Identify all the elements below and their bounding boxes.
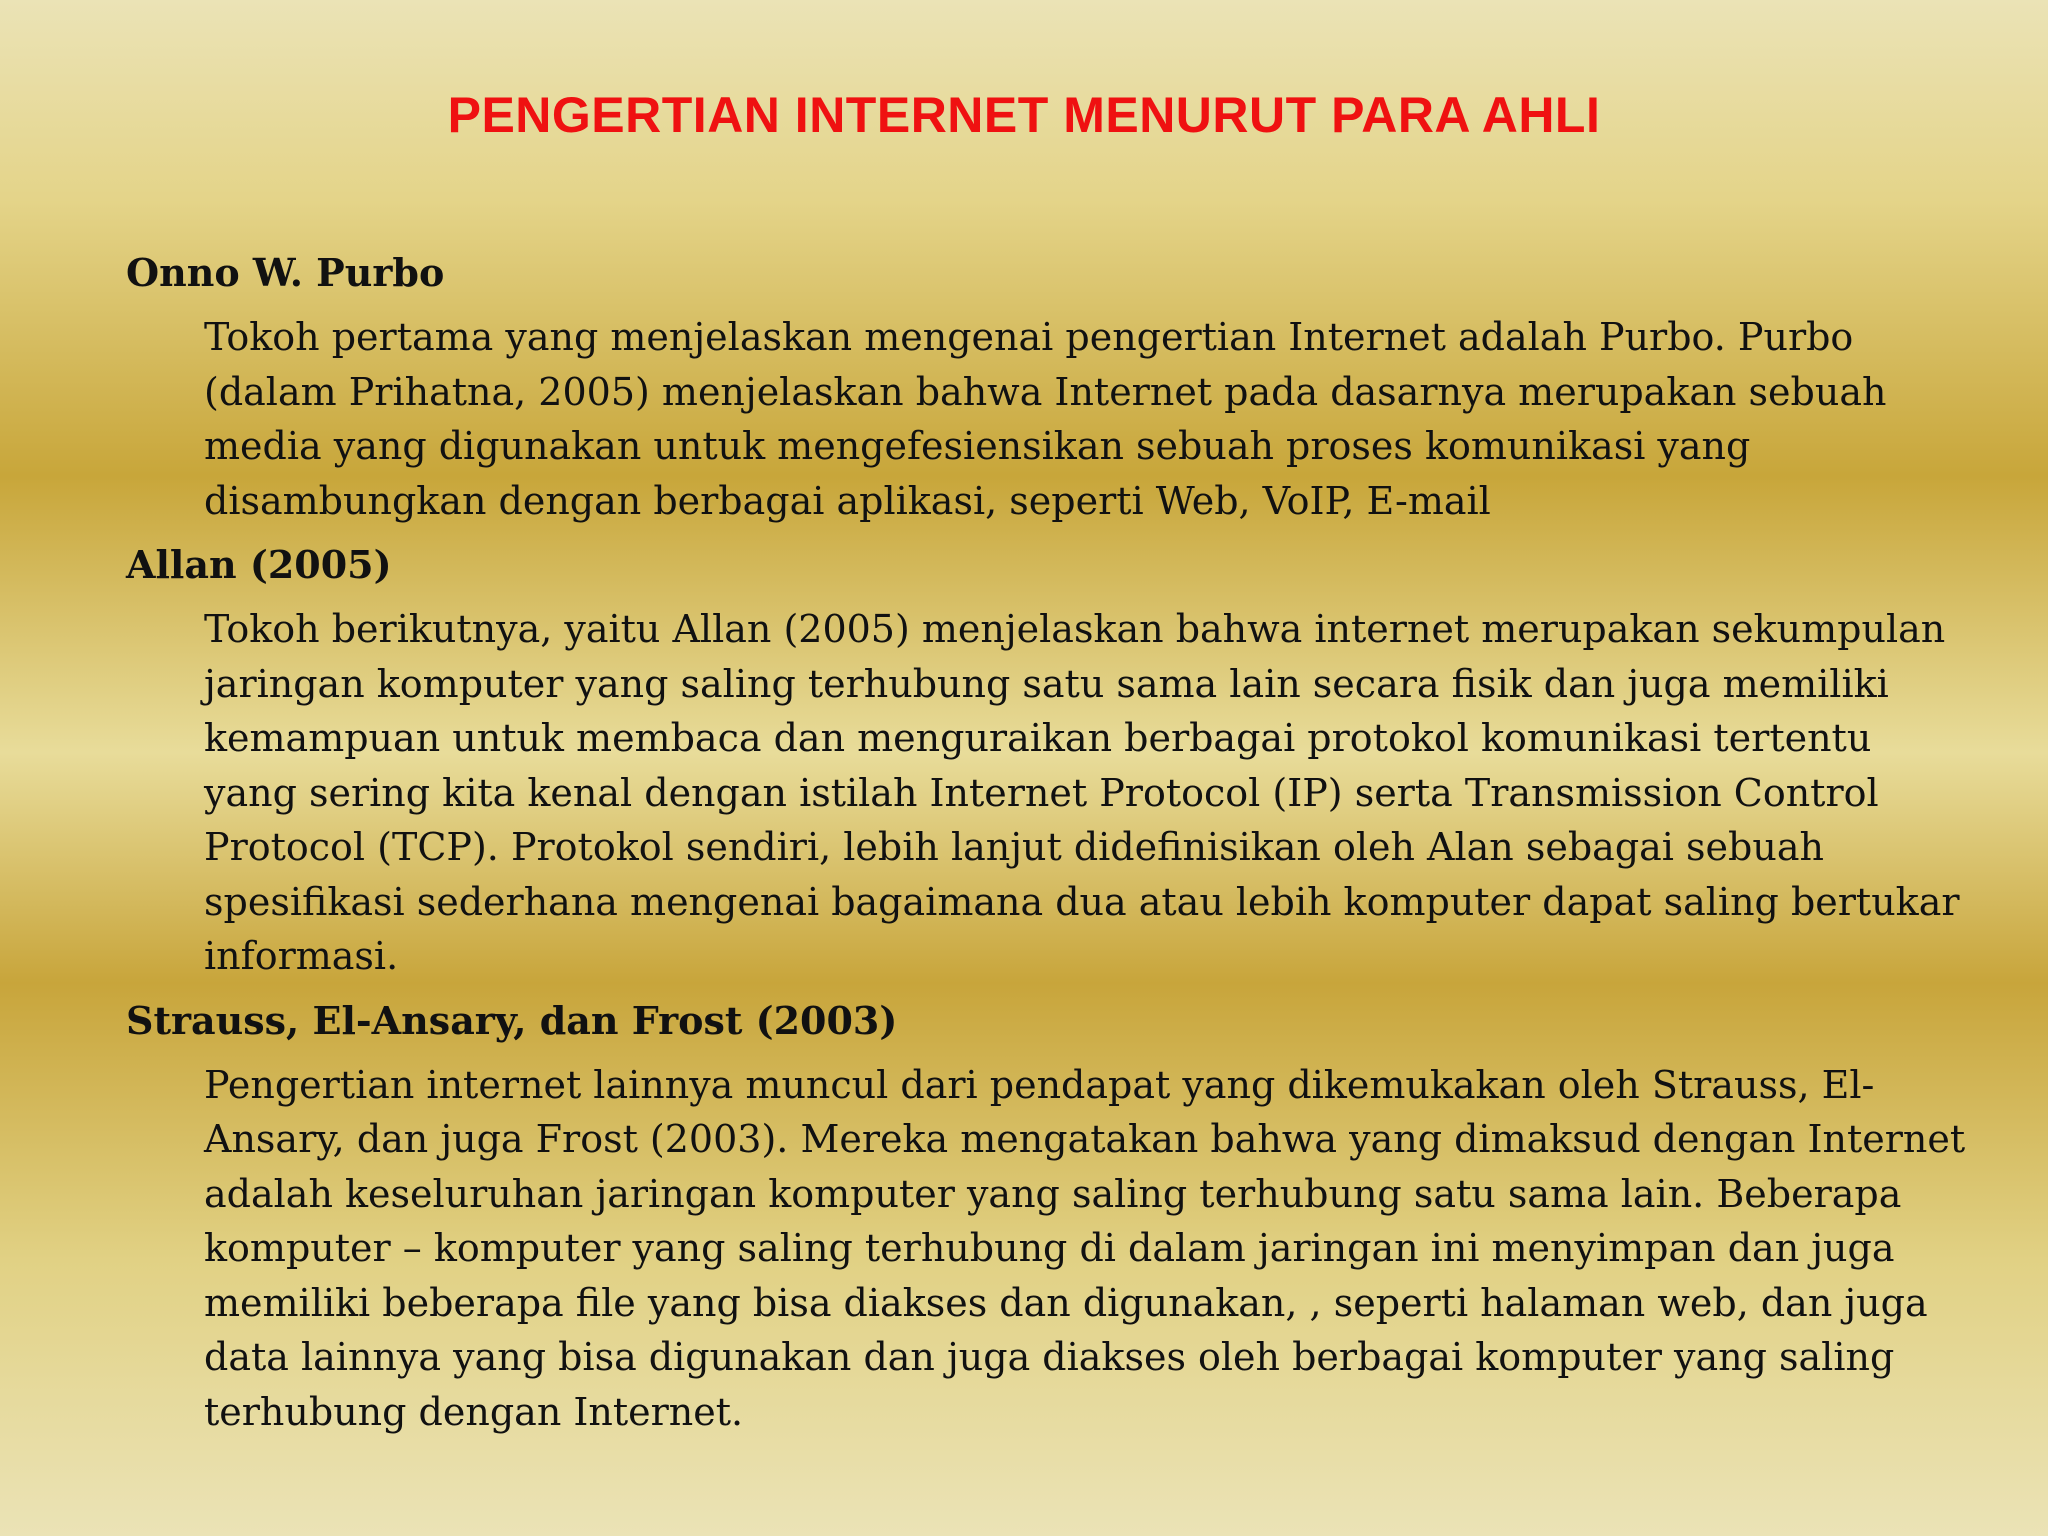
section-heading-purbo: Onno W. Purbo — [126, 250, 445, 295]
slide-title: PENGERTIAN INTERNET MENURUT PARA AHLI — [447, 87, 1601, 143]
section-body-strauss: Pengertian internet lainnya muncul dari pendapat yang dikemukakan oleh Strauss, El-Ansary, dan juga Frost (2003). Mereka mengatakan bahwa yang dimaksud dengan Internet adalah keseluruhan jaringan komputer yang saling terhubung satu sama lain. Beberapa komputer – komputer yang saling terhubung di dalam jaringan ini menyimpan dan juga memiliki beberapa file yang bisa diakses dan digunakan, , seperti halaman web, dan juga data lainnya yang bisa digunakan dan juga diakses oleh berbagai komputer yang saling terhubung dengan Internet. — [204, 1062, 1966, 1434]
section-body-allan: Tokoh berikutnya, yaitu Allan (2005) menjelaskan bahwa internet merupakan sekumpulan jaringan komputer yang saling terhubung satu sama lain secara fisik dan juga memiliki kemampuan untuk membaca dan menguraikan berbagai protokol komunikasi tertentu yang sering kita kenal dengan istilah Internet Protocol (IP) serta Transmission Control Protocol (TCP). Protokol sendiri, lebih lanjut didefinisikan oleh Alan sebagai sebuah spesifikasi sederhana mengenai bagaimana dua atau lebih komputer dapat saling bertukar informasi. — [204, 607, 1960, 978]
section-body-purbo: Tokoh pertama yang menjelaskan mengenai pengertian Internet adalah Purbo. Purbo (dalam Prihatna, 2005) menjelaskan bahwa Internet pada dasarnya merupakan sebuah media yang digunakan untuk mengefesiensikan sebuah proses komunikasi yang disambungkan dengan berbagai aplikasi, seperti Web, VoIP, E-mail — [204, 315, 1887, 523]
section-heading-strauss: Strauss, El-Ansary, dan Frost (2003) — [126, 997, 898, 1043]
slide-content — [126, 246, 1966, 1449]
section-heading-allan: Allan (2005) — [126, 542, 392, 587]
